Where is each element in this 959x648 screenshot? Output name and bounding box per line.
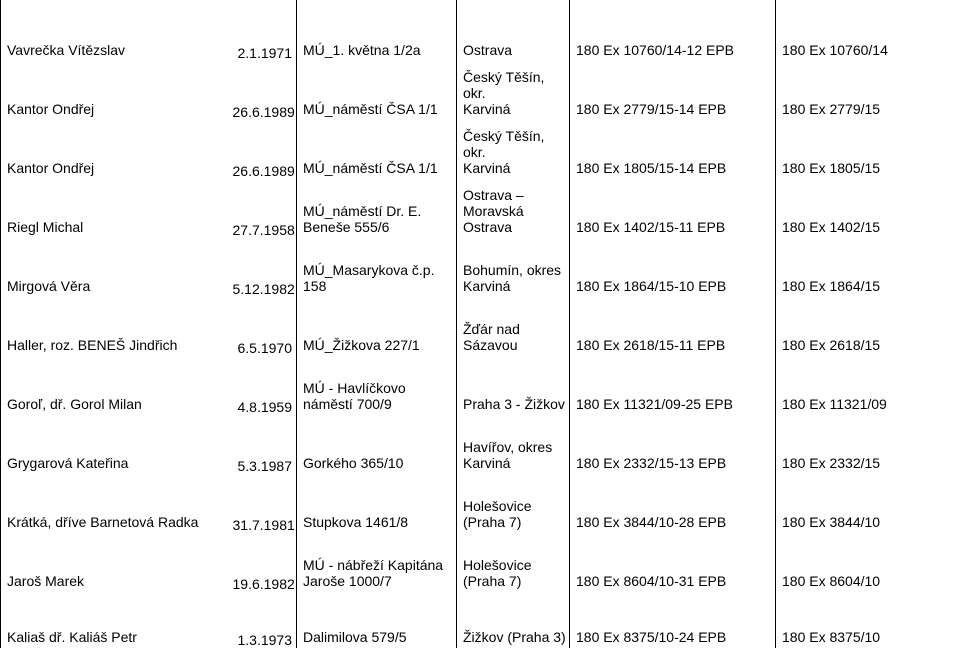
registered-address: Gorkého 365/10 bbox=[297, 415, 457, 474]
case-reference-full: 180 Ex 2618/15-11 EPB bbox=[570, 297, 776, 356]
date-of-birth: 27.7.1958 bbox=[233, 179, 297, 238]
person-name: Vavrečka Vítězslav bbox=[1, 0, 233, 61]
table-row bbox=[1, 474, 959, 533]
case-reference: 180 Ex 8604/10 bbox=[776, 533, 959, 592]
date-of-birth: 2.1.1971 bbox=[233, 0, 297, 61]
case-reference: 180 Ex 1402/15 bbox=[776, 179, 959, 238]
person-name: Krátká, dříve Barnetová Radka bbox=[1, 474, 233, 533]
case-reference-full: 180 Ex 3844/10-28 EPB bbox=[570, 474, 776, 533]
registered-address: MÚ_náměstí ČSA 1/1 bbox=[297, 61, 457, 120]
registered-address: MÚ_Masarykova č.p. 158 bbox=[297, 238, 457, 297]
case-reference-full: 180 Ex 1864/15-10 EPB bbox=[570, 238, 776, 297]
case-reference: 180 Ex 2618/15 bbox=[776, 297, 959, 356]
person-name: Grygarová Kateřina bbox=[1, 415, 233, 474]
table-row bbox=[1, 356, 959, 415]
date-of-birth: 19.6.1982 bbox=[233, 533, 297, 592]
case-reference: 180 Ex 1864/15 bbox=[776, 238, 959, 297]
case-reference: 180 Ex 11321/09 bbox=[776, 356, 959, 415]
table-row bbox=[1, 0, 959, 61]
municipality: Bohumín, okres Karviná bbox=[457, 238, 570, 297]
registered-address: MÚ_náměstí Dr. E. Beneše 555/6 bbox=[297, 179, 457, 238]
municipality: Žižkov (Praha 3) bbox=[457, 592, 570, 648]
date-of-birth: 26.6.1989 bbox=[233, 61, 297, 120]
date-of-birth: 5.12.1982 bbox=[233, 238, 297, 297]
date-of-birth: 6.5.1970 bbox=[233, 297, 297, 356]
registered-address: Dalimilova 579/5 bbox=[297, 592, 457, 648]
municipality: Ostrava bbox=[457, 0, 570, 61]
table-row bbox=[1, 415, 959, 474]
registered-address: MÚ - nábřeží Kapitána Jaroše 1000/7 bbox=[297, 533, 457, 592]
municipality: Holešovice (Praha 7) bbox=[457, 533, 570, 592]
date-of-birth: 1.3.1973 bbox=[233, 592, 297, 648]
person-name: Goroľ, dř. Gorol Milan bbox=[1, 356, 233, 415]
date-of-birth: 5.3.1987 bbox=[233, 415, 297, 474]
registered-address: Stupkova 1461/8 bbox=[297, 474, 457, 533]
registered-address: MÚ_Žižkova 227/1 bbox=[297, 297, 457, 356]
municipality: Praha 3 - Žižkov bbox=[457, 356, 570, 415]
person-name: Kantor Ondřej bbox=[1, 61, 233, 120]
case-reference: 180 Ex 10760/14 bbox=[776, 0, 959, 61]
person-name: Jaroš Marek bbox=[1, 533, 233, 592]
case-reference: 180 Ex 8375/10 bbox=[776, 592, 959, 648]
table-row bbox=[1, 179, 959, 238]
table-row bbox=[1, 120, 959, 179]
case-reference-full: 180 Ex 1805/15-14 EPB bbox=[570, 120, 776, 179]
date-of-birth: 26.6.1989 bbox=[233, 120, 297, 179]
registered-address: MÚ_náměstí ČSA 1/1 bbox=[297, 120, 457, 179]
case-reference-full: 180 Ex 1402/15-11 EPB bbox=[570, 179, 776, 238]
person-name: Kantor Ondřej bbox=[1, 120, 233, 179]
municipality: Žďár nad Sázavou bbox=[457, 297, 570, 356]
municipality: Český Těšín, okr. Karviná bbox=[457, 61, 570, 120]
case-reference: 180 Ex 2779/15 bbox=[776, 61, 959, 120]
case-reference-full: 180 Ex 2779/15-14 EPB bbox=[570, 61, 776, 120]
table-row bbox=[1, 297, 959, 356]
person-name: Kaliaš dř. Kaliáš Petr bbox=[1, 592, 233, 648]
case-reference-full: 180 Ex 8604/10-31 EPB bbox=[570, 533, 776, 592]
case-reference: 180 Ex 2332/15 bbox=[776, 415, 959, 474]
case-reference: 180 Ex 1805/15 bbox=[776, 120, 959, 179]
case-reference-full: 180 Ex 8375/10-24 EPB bbox=[570, 592, 776, 648]
date-of-birth: 4.8.1959 bbox=[233, 356, 297, 415]
registered-address: MÚ - Havlíčkovo náměstí 700/9 bbox=[297, 356, 457, 415]
table-row bbox=[1, 238, 959, 297]
municipality: Český Těšín, okr. Karviná bbox=[457, 120, 570, 179]
case-reference-full: 180 Ex 2332/15-13 EPB bbox=[570, 415, 776, 474]
person-name: Mirgová Věra bbox=[1, 238, 233, 297]
case-reference-full: 180 Ex 10760/14-12 EPB bbox=[570, 0, 776, 61]
table-row bbox=[1, 533, 959, 592]
table-row bbox=[1, 592, 959, 648]
municipality: Ostrava – Moravská Ostrava bbox=[457, 179, 570, 238]
person-name: Riegl Michal bbox=[1, 179, 233, 238]
case-reference-full: 180 Ex 11321/09-25 EPB bbox=[570, 356, 776, 415]
municipality: Havířov, okres Karviná bbox=[457, 415, 570, 474]
case-reference: 180 Ex 3844/10 bbox=[776, 474, 959, 533]
date-of-birth: 31.7.1981 bbox=[233, 474, 297, 533]
table-row bbox=[1, 61, 959, 120]
municipality: Holešovice (Praha 7) bbox=[457, 474, 570, 533]
person-name: Haller, roz. BENEŠ Jindřich bbox=[1, 297, 233, 356]
registered-address: MÚ_1. května 1/2a bbox=[297, 0, 457, 61]
